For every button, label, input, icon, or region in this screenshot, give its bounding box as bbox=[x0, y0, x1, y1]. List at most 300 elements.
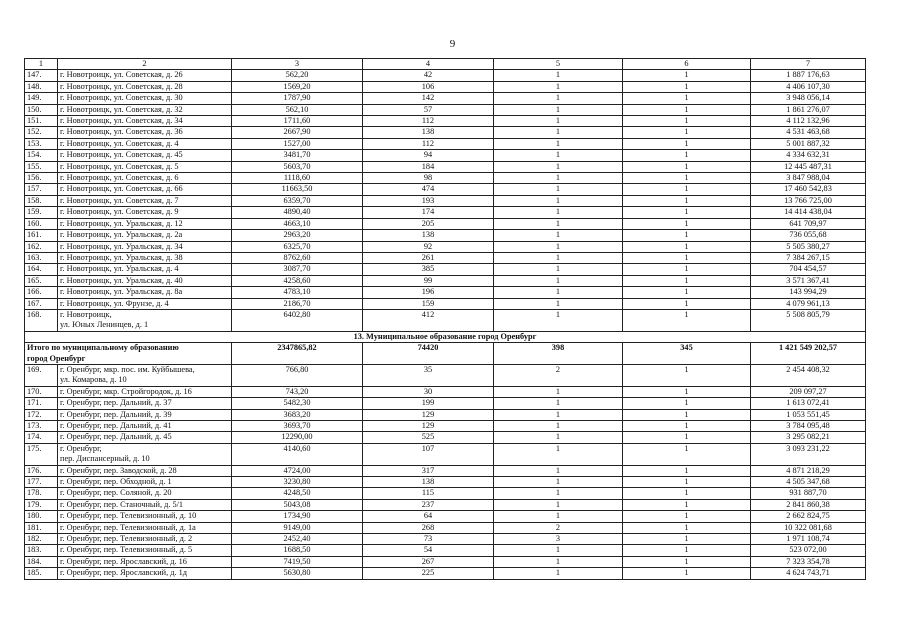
total-value: 74420 bbox=[363, 343, 494, 365]
table-cell: 64 bbox=[363, 511, 494, 522]
table-cell: 1 bbox=[623, 230, 751, 241]
table-cell: 154. bbox=[25, 150, 58, 161]
table-cell: г. Новотроицк, ул. Советская, д. 4 bbox=[58, 138, 232, 149]
table-cell: 4783,10 bbox=[232, 287, 363, 298]
table-cell: 98 bbox=[363, 173, 494, 184]
table-cell: 1 bbox=[623, 568, 751, 579]
table-cell: 112 bbox=[363, 116, 494, 127]
table-cell: 3 295 082,21 bbox=[751, 432, 866, 443]
table-cell: 5 505 380,27 bbox=[751, 241, 866, 252]
table-cell: 205 bbox=[363, 218, 494, 229]
table-cell: 1 bbox=[494, 476, 623, 487]
table-cell: 3693,70 bbox=[232, 420, 363, 431]
table-cell: 1 bbox=[623, 522, 751, 533]
table-row bbox=[25, 127, 866, 138]
table-cell: г. Новотроицк, ул. Советская, д. 28 bbox=[58, 81, 232, 92]
table-cell: 4890,40 bbox=[232, 207, 363, 218]
table-cell: г. Новотроицк, ул. Советская, д. 26 bbox=[58, 70, 232, 81]
buildings-table bbox=[24, 58, 866, 580]
table-cell: г. Оренбург, пер. Обходной, д. 1 bbox=[58, 476, 232, 487]
table-cell: 1 bbox=[623, 127, 751, 138]
total-value: 345 bbox=[623, 343, 751, 365]
table-cell: 4 531 463,68 bbox=[751, 127, 866, 138]
table-cell: 1 bbox=[623, 488, 751, 499]
table-cell: г. Новотроицк, ул. Советская, д. 30 bbox=[58, 93, 232, 104]
table-row bbox=[25, 195, 866, 206]
table-row bbox=[25, 545, 866, 556]
table-cell: 164. bbox=[25, 264, 58, 275]
table-cell: г. Новотроицк, ул. Фрунзе, д. 4 bbox=[58, 298, 232, 309]
table-row bbox=[25, 476, 866, 487]
table-cell: 1 bbox=[623, 275, 751, 286]
table-cell: 1 bbox=[623, 364, 751, 386]
table-cell: 3 bbox=[494, 534, 623, 545]
table-cell: 5603,70 bbox=[232, 161, 363, 172]
table-cell: г. Оренбург, пер. Телевизионный, д. 5 bbox=[58, 545, 232, 556]
table-cell: 1 bbox=[623, 287, 751, 298]
table-cell: 176. bbox=[25, 465, 58, 476]
address-cell bbox=[58, 443, 232, 465]
table-row bbox=[25, 499, 866, 510]
table-cell: 1 bbox=[494, 556, 623, 567]
table-cell: г. Новотроицк, ул. Советская, д. 36 bbox=[58, 127, 232, 138]
table-cell: 4724,00 bbox=[232, 465, 363, 476]
table-cell: 185. bbox=[25, 568, 58, 579]
table-cell: 1527,00 bbox=[232, 138, 363, 149]
table-cell: 2 bbox=[494, 364, 623, 386]
table-row bbox=[25, 287, 866, 298]
table-cell: 92 bbox=[363, 241, 494, 252]
table-cell: 766,80 bbox=[232, 364, 363, 386]
table-cell: 184 bbox=[363, 161, 494, 172]
table-cell: 57 bbox=[363, 104, 494, 115]
table-row bbox=[25, 465, 866, 476]
table-cell: 5 001 887,32 bbox=[751, 138, 866, 149]
table-cell: 1 bbox=[623, 252, 751, 263]
table-cell: 106 bbox=[363, 81, 494, 92]
table-cell: 5 508 805,79 bbox=[751, 309, 866, 331]
table-cell: 525 bbox=[363, 432, 494, 443]
table-cell: 704 454,57 bbox=[751, 264, 866, 275]
table-cell: 1 bbox=[623, 150, 751, 161]
table-cell: 474 bbox=[363, 184, 494, 195]
table-cell: 179. bbox=[25, 499, 58, 510]
table-cell: 317 bbox=[363, 465, 494, 476]
table-cell: 8762,60 bbox=[232, 252, 363, 263]
table-row bbox=[25, 138, 866, 149]
table-cell: г. Оренбург, пер. Дальний, д. 45 bbox=[58, 432, 232, 443]
address-cell-line: г. Оренбург, мкр. пос. им. Куйбышева, bbox=[60, 364, 195, 374]
table-cell: 523 072,00 bbox=[751, 545, 866, 556]
table-cell: 1 bbox=[623, 298, 751, 309]
table-cell: 1 971 108,74 bbox=[751, 534, 866, 545]
row-number: 168. bbox=[25, 309, 58, 331]
table-cell: 1 887 176,63 bbox=[751, 70, 866, 81]
table-cell: г. Новотроицк, ул. Уральская, д. 4 bbox=[58, 264, 232, 275]
total-label-line: Итого по муниципальному образованию bbox=[27, 343, 179, 353]
table-cell: 3 571 367,41 bbox=[751, 275, 866, 286]
table-cell: 4663,10 bbox=[232, 218, 363, 229]
table-cell: 183. bbox=[25, 545, 58, 556]
table-cell: 177. bbox=[25, 476, 58, 487]
table-row bbox=[25, 252, 866, 263]
table-cell: 1 bbox=[494, 386, 623, 397]
table-cell: 1 bbox=[623, 545, 751, 556]
table-cell: 1 bbox=[623, 511, 751, 522]
table-cell: 1 bbox=[494, 398, 623, 409]
table-cell: г. Новотроицк, ул. Советская, д. 32 bbox=[58, 104, 232, 115]
table-cell: 1 bbox=[623, 218, 751, 229]
table-cell: 155. bbox=[25, 161, 58, 172]
table-row bbox=[25, 275, 866, 286]
table-cell: г. Новотроицк, ул. Советская, д. 45 bbox=[58, 150, 232, 161]
table-cell: 1569,20 bbox=[232, 81, 363, 92]
table-cell: 1 bbox=[494, 298, 623, 309]
table-cell: г. Оренбург, пер. Телевизионный, д. 1а bbox=[58, 522, 232, 533]
table-cell: 2963,20 bbox=[232, 230, 363, 241]
table-header-row bbox=[25, 59, 866, 70]
address-cell-line: пер. Диспансерный, д. 10 bbox=[60, 454, 150, 464]
address-cell-line: г. Оренбург, bbox=[60, 443, 102, 453]
table-cell: 6402,80 bbox=[232, 309, 363, 331]
table-cell: 1 bbox=[623, 465, 751, 476]
table-cell: 225 bbox=[363, 568, 494, 579]
table-cell: 3 847 988,04 bbox=[751, 173, 866, 184]
table-row bbox=[25, 409, 866, 420]
table-cell: 152. bbox=[25, 127, 58, 138]
table-row bbox=[25, 488, 866, 499]
table-cell: 743,20 bbox=[232, 386, 363, 397]
table-row bbox=[25, 70, 866, 81]
table-row bbox=[25, 534, 866, 545]
total-label bbox=[25, 343, 232, 365]
table-cell: 173. bbox=[25, 420, 58, 431]
table-cell: г. Новотроицк, ул. Советская, д. 34 bbox=[58, 116, 232, 127]
table-row bbox=[25, 161, 866, 172]
table-row bbox=[25, 104, 866, 115]
table-cell: 153. bbox=[25, 138, 58, 149]
address-cell-line: ул. Комарова, д. 10 bbox=[60, 375, 127, 385]
table-cell: 7 384 267,15 bbox=[751, 252, 866, 263]
table-cell: 1 bbox=[623, 499, 751, 510]
table-cell: 10 322 081,68 bbox=[751, 522, 866, 533]
table-cell: 1 bbox=[623, 556, 751, 567]
table-cell: 1688,50 bbox=[232, 545, 363, 556]
table-cell: 1 613 072,41 bbox=[751, 398, 866, 409]
table-cell: 112 bbox=[363, 138, 494, 149]
total-label-line: город Оренбург bbox=[27, 353, 86, 363]
table-cell: 1 bbox=[494, 116, 623, 127]
table-cell: 35 bbox=[363, 364, 494, 386]
table-cell: 1 bbox=[623, 398, 751, 409]
table-cell: 412 bbox=[363, 309, 494, 331]
table-row bbox=[25, 173, 866, 184]
table-cell: г. Новотроицк, ул. Уральская, д. 8а bbox=[58, 287, 232, 298]
table-cell: г. Оренбург, пер. Станочный, д. 5/1 bbox=[58, 499, 232, 510]
table-cell: 184. bbox=[25, 556, 58, 567]
table-row bbox=[25, 420, 866, 431]
table-cell: г. Оренбург, пер. Дальний, д. 39 bbox=[58, 409, 232, 420]
table-row bbox=[25, 241, 866, 252]
table-cell: 1 bbox=[494, 499, 623, 510]
table-cell: 1 bbox=[494, 545, 623, 556]
table-row bbox=[25, 298, 866, 309]
table-row bbox=[25, 150, 866, 161]
table-row bbox=[25, 364, 866, 386]
table-row bbox=[25, 556, 866, 567]
address-cell bbox=[58, 364, 232, 386]
table-cell: 14 414 438,04 bbox=[751, 207, 866, 218]
table-cell: 143 994,29 bbox=[751, 287, 866, 298]
table-cell: 7 323 354,78 bbox=[751, 556, 866, 567]
table-cell: 1711,60 bbox=[232, 116, 363, 127]
table-cell: 1 bbox=[494, 104, 623, 115]
table-cell: 1 bbox=[494, 409, 623, 420]
table-cell: 199 bbox=[363, 398, 494, 409]
total-value: 2347865,82 bbox=[232, 343, 363, 365]
column-header: 3 bbox=[232, 59, 363, 70]
table-cell: 1 bbox=[494, 488, 623, 499]
table-cell: 1 bbox=[623, 420, 751, 431]
table-cell: 562,10 bbox=[232, 104, 363, 115]
table-cell: 12290,00 bbox=[232, 432, 363, 443]
table-cell: 2 662 824,75 bbox=[751, 511, 866, 522]
table-cell: 178. bbox=[25, 488, 58, 499]
table-cell: 1 bbox=[623, 432, 751, 443]
table-row bbox=[25, 522, 866, 533]
table-cell: 4140,60 bbox=[232, 443, 363, 465]
address-cell-line: ул. Юных Ленинцев, д. 1 bbox=[60, 320, 149, 330]
table-cell: 6325,70 bbox=[232, 241, 363, 252]
total-value: 1 421 549 202,57 bbox=[751, 343, 866, 365]
table-cell: г. Оренбург, мкр. Стройгородок, д. 16 bbox=[58, 386, 232, 397]
table-cell: 180. bbox=[25, 511, 58, 522]
table-cell: 161. bbox=[25, 230, 58, 241]
table-cell: г. Новотроицк, ул. Уральская, д. 2а bbox=[58, 230, 232, 241]
table-cell: 1 bbox=[623, 309, 751, 331]
table-cell: 1 bbox=[494, 184, 623, 195]
table-cell: 163. bbox=[25, 252, 58, 263]
table-cell: 1734,90 bbox=[232, 511, 363, 522]
section-title: 13. Муниципальное образование город Оренбург bbox=[25, 331, 866, 342]
table-cell: 172. bbox=[25, 409, 58, 420]
table-cell: 1 861 276,07 bbox=[751, 104, 866, 115]
table-row bbox=[25, 264, 866, 275]
table-cell: 174 bbox=[363, 207, 494, 218]
table-cell: 166. bbox=[25, 287, 58, 298]
table-cell: 1 bbox=[494, 127, 623, 138]
table-row bbox=[25, 432, 866, 443]
table-cell: 94 bbox=[363, 150, 494, 161]
table-cell: 181. bbox=[25, 522, 58, 533]
page-number: 9 bbox=[449, 38, 456, 50]
table-cell: 209 097,27 bbox=[751, 386, 866, 397]
table-cell: 1787,90 bbox=[232, 93, 363, 104]
table-cell: 156. bbox=[25, 173, 58, 184]
table-cell: 147. bbox=[25, 70, 58, 81]
table-cell: 1 bbox=[494, 138, 623, 149]
table-cell: 182. bbox=[25, 534, 58, 545]
table-cell: 1 bbox=[623, 93, 751, 104]
table-cell: 2 841 860,38 bbox=[751, 499, 866, 510]
table-row bbox=[25, 309, 866, 331]
table-cell: 7419,50 bbox=[232, 556, 363, 567]
table-cell: 1 bbox=[494, 432, 623, 443]
table-row bbox=[25, 398, 866, 409]
table-cell: г. Оренбург, пер. Дальний, д. 41 bbox=[58, 420, 232, 431]
address-cell-line: г. Новотроицк, bbox=[60, 309, 112, 319]
column-header: 4 bbox=[363, 59, 494, 70]
table-cell: 4 871 218,29 bbox=[751, 465, 866, 476]
table-cell: 736 055,68 bbox=[751, 230, 866, 241]
table-cell: 1 bbox=[623, 207, 751, 218]
table-cell: 1 bbox=[494, 93, 623, 104]
table-cell: г. Новотроицк, ул. Уральская, д. 12 bbox=[58, 218, 232, 229]
column-header: 7 bbox=[751, 59, 866, 70]
table-cell: 1 bbox=[623, 476, 751, 487]
table-cell: 159. bbox=[25, 207, 58, 218]
address-cell bbox=[58, 309, 232, 331]
total-value: 398 bbox=[494, 343, 623, 365]
column-header: 1 bbox=[25, 59, 58, 70]
table-cell: 2667,90 bbox=[232, 127, 363, 138]
table-cell: 73 bbox=[363, 534, 494, 545]
table-cell: г. Оренбург, пер. Дальний, д. 37 bbox=[58, 398, 232, 409]
table-cell: 3 784 095,48 bbox=[751, 420, 866, 431]
table-cell: 193 bbox=[363, 195, 494, 206]
section-row bbox=[25, 331, 866, 342]
table-cell: 1 bbox=[494, 465, 623, 476]
table-cell: 42 bbox=[363, 70, 494, 81]
table-cell: 1 bbox=[623, 386, 751, 397]
table-cell: 158. bbox=[25, 195, 58, 206]
table-cell: 562,20 bbox=[232, 70, 363, 81]
table-row bbox=[25, 184, 866, 195]
table-cell: 4248,50 bbox=[232, 488, 363, 499]
table-cell: 196 bbox=[363, 287, 494, 298]
table-cell: 129 bbox=[363, 420, 494, 431]
table-cell: 3481,70 bbox=[232, 150, 363, 161]
table-cell: 1 bbox=[623, 161, 751, 172]
table-cell: 1 bbox=[494, 195, 623, 206]
table-cell: г. Новотроицк, ул. Уральская, д. 40 bbox=[58, 275, 232, 286]
table-cell: г. Новотроицк, ул. Советская, д. 66 bbox=[58, 184, 232, 195]
table-cell: 1 bbox=[623, 184, 751, 195]
table-cell: 138 bbox=[363, 476, 494, 487]
table-cell: 6359,70 bbox=[232, 195, 363, 206]
table-row bbox=[25, 93, 866, 104]
table-cell: г. Новотроицк, ул. Уральская, д. 34 bbox=[58, 241, 232, 252]
table-cell: 261 bbox=[363, 252, 494, 263]
table-cell: г. Оренбург, пер. Телевизионный, д. 10 bbox=[58, 511, 232, 522]
table-row bbox=[25, 116, 866, 127]
table-cell: г. Новотроицк, ул. Уральская, д. 38 bbox=[58, 252, 232, 263]
table-cell: 1 bbox=[494, 309, 623, 331]
table-cell: 12 445 487,31 bbox=[751, 161, 866, 172]
table-cell: 5043,08 bbox=[232, 499, 363, 510]
table-cell: 138 bbox=[363, 127, 494, 138]
table-cell: 1 bbox=[494, 420, 623, 431]
table-cell: 4 334 632,31 bbox=[751, 150, 866, 161]
table-cell: 1 bbox=[494, 81, 623, 92]
table-cell: г. Оренбург, пер. Заводской, д. 28 bbox=[58, 465, 232, 476]
table-cell: 1 bbox=[623, 534, 751, 545]
table-cell: 1 bbox=[623, 116, 751, 127]
table-cell: 99 bbox=[363, 275, 494, 286]
table-cell: 1 bbox=[494, 443, 623, 465]
row-number: 169. bbox=[25, 364, 58, 386]
table-cell: 174. bbox=[25, 432, 58, 443]
table-row bbox=[25, 443, 866, 465]
table-cell: г. Новотроицк, ул. Советская, д. 7 bbox=[58, 195, 232, 206]
table-cell: 1 bbox=[494, 252, 623, 263]
table-cell: 1 bbox=[494, 287, 623, 298]
table-cell: 4258,60 bbox=[232, 275, 363, 286]
table-cell: 11663,50 bbox=[232, 184, 363, 195]
table-cell: 1 bbox=[494, 275, 623, 286]
table-row bbox=[25, 218, 866, 229]
table-cell: 3230,80 bbox=[232, 476, 363, 487]
table-row bbox=[25, 230, 866, 241]
table-cell: 1 bbox=[623, 443, 751, 465]
table-cell: 1 bbox=[623, 81, 751, 92]
table-cell: г. Новотроицк, ул. Советская, д. 9 bbox=[58, 207, 232, 218]
row-number: 175. bbox=[25, 443, 58, 465]
table-cell: 931 887,70 bbox=[751, 488, 866, 499]
table-cell: 54 bbox=[363, 545, 494, 556]
table-cell: 150. bbox=[25, 104, 58, 115]
table-cell: 4 406 107,30 bbox=[751, 81, 866, 92]
table-cell: 2 454 408,32 bbox=[751, 364, 866, 386]
table-row bbox=[25, 81, 866, 92]
table-cell: 1 bbox=[494, 161, 623, 172]
table-cell: г. Новотроицк, ул. Советская, д. 5 bbox=[58, 161, 232, 172]
table-row bbox=[25, 568, 866, 579]
table-row bbox=[25, 386, 866, 397]
table-cell: 160. bbox=[25, 218, 58, 229]
table-cell: 267 bbox=[363, 556, 494, 567]
table-cell: 1 053 551,45 bbox=[751, 409, 866, 420]
table-cell: 3683,20 bbox=[232, 409, 363, 420]
table-cell: 1 bbox=[494, 264, 623, 275]
table-cell: 1 bbox=[494, 511, 623, 522]
table-cell: 159 bbox=[363, 298, 494, 309]
table-cell: 5630,80 bbox=[232, 568, 363, 579]
table-cell: 4 624 743,71 bbox=[751, 568, 866, 579]
table-cell: 115 bbox=[363, 488, 494, 499]
table-cell: 4 505 347,68 bbox=[751, 476, 866, 487]
table-cell: 1 bbox=[623, 195, 751, 206]
table-cell: 1 bbox=[494, 568, 623, 579]
table-cell: 1 bbox=[494, 230, 623, 241]
table-cell: 165. bbox=[25, 275, 58, 286]
table-cell: 2186,70 bbox=[232, 298, 363, 309]
table-cell: 1 bbox=[623, 138, 751, 149]
table-cell: 3 948 056,14 bbox=[751, 93, 866, 104]
table-cell: 151. bbox=[25, 116, 58, 127]
table-cell: 17 460 542,83 bbox=[751, 184, 866, 195]
table-cell: 171. bbox=[25, 398, 58, 409]
table-cell: 148. bbox=[25, 81, 58, 92]
table-cell: 1 bbox=[623, 241, 751, 252]
table-cell: 1 bbox=[623, 173, 751, 184]
table-cell: г. Оренбург, пер. Ярославский, д. 1д bbox=[58, 568, 232, 579]
table-cell: 138 bbox=[363, 230, 494, 241]
table-cell: 5482,30 bbox=[232, 398, 363, 409]
table-row bbox=[25, 511, 866, 522]
table-cell: 1 bbox=[623, 104, 751, 115]
table-cell: 1 bbox=[494, 207, 623, 218]
